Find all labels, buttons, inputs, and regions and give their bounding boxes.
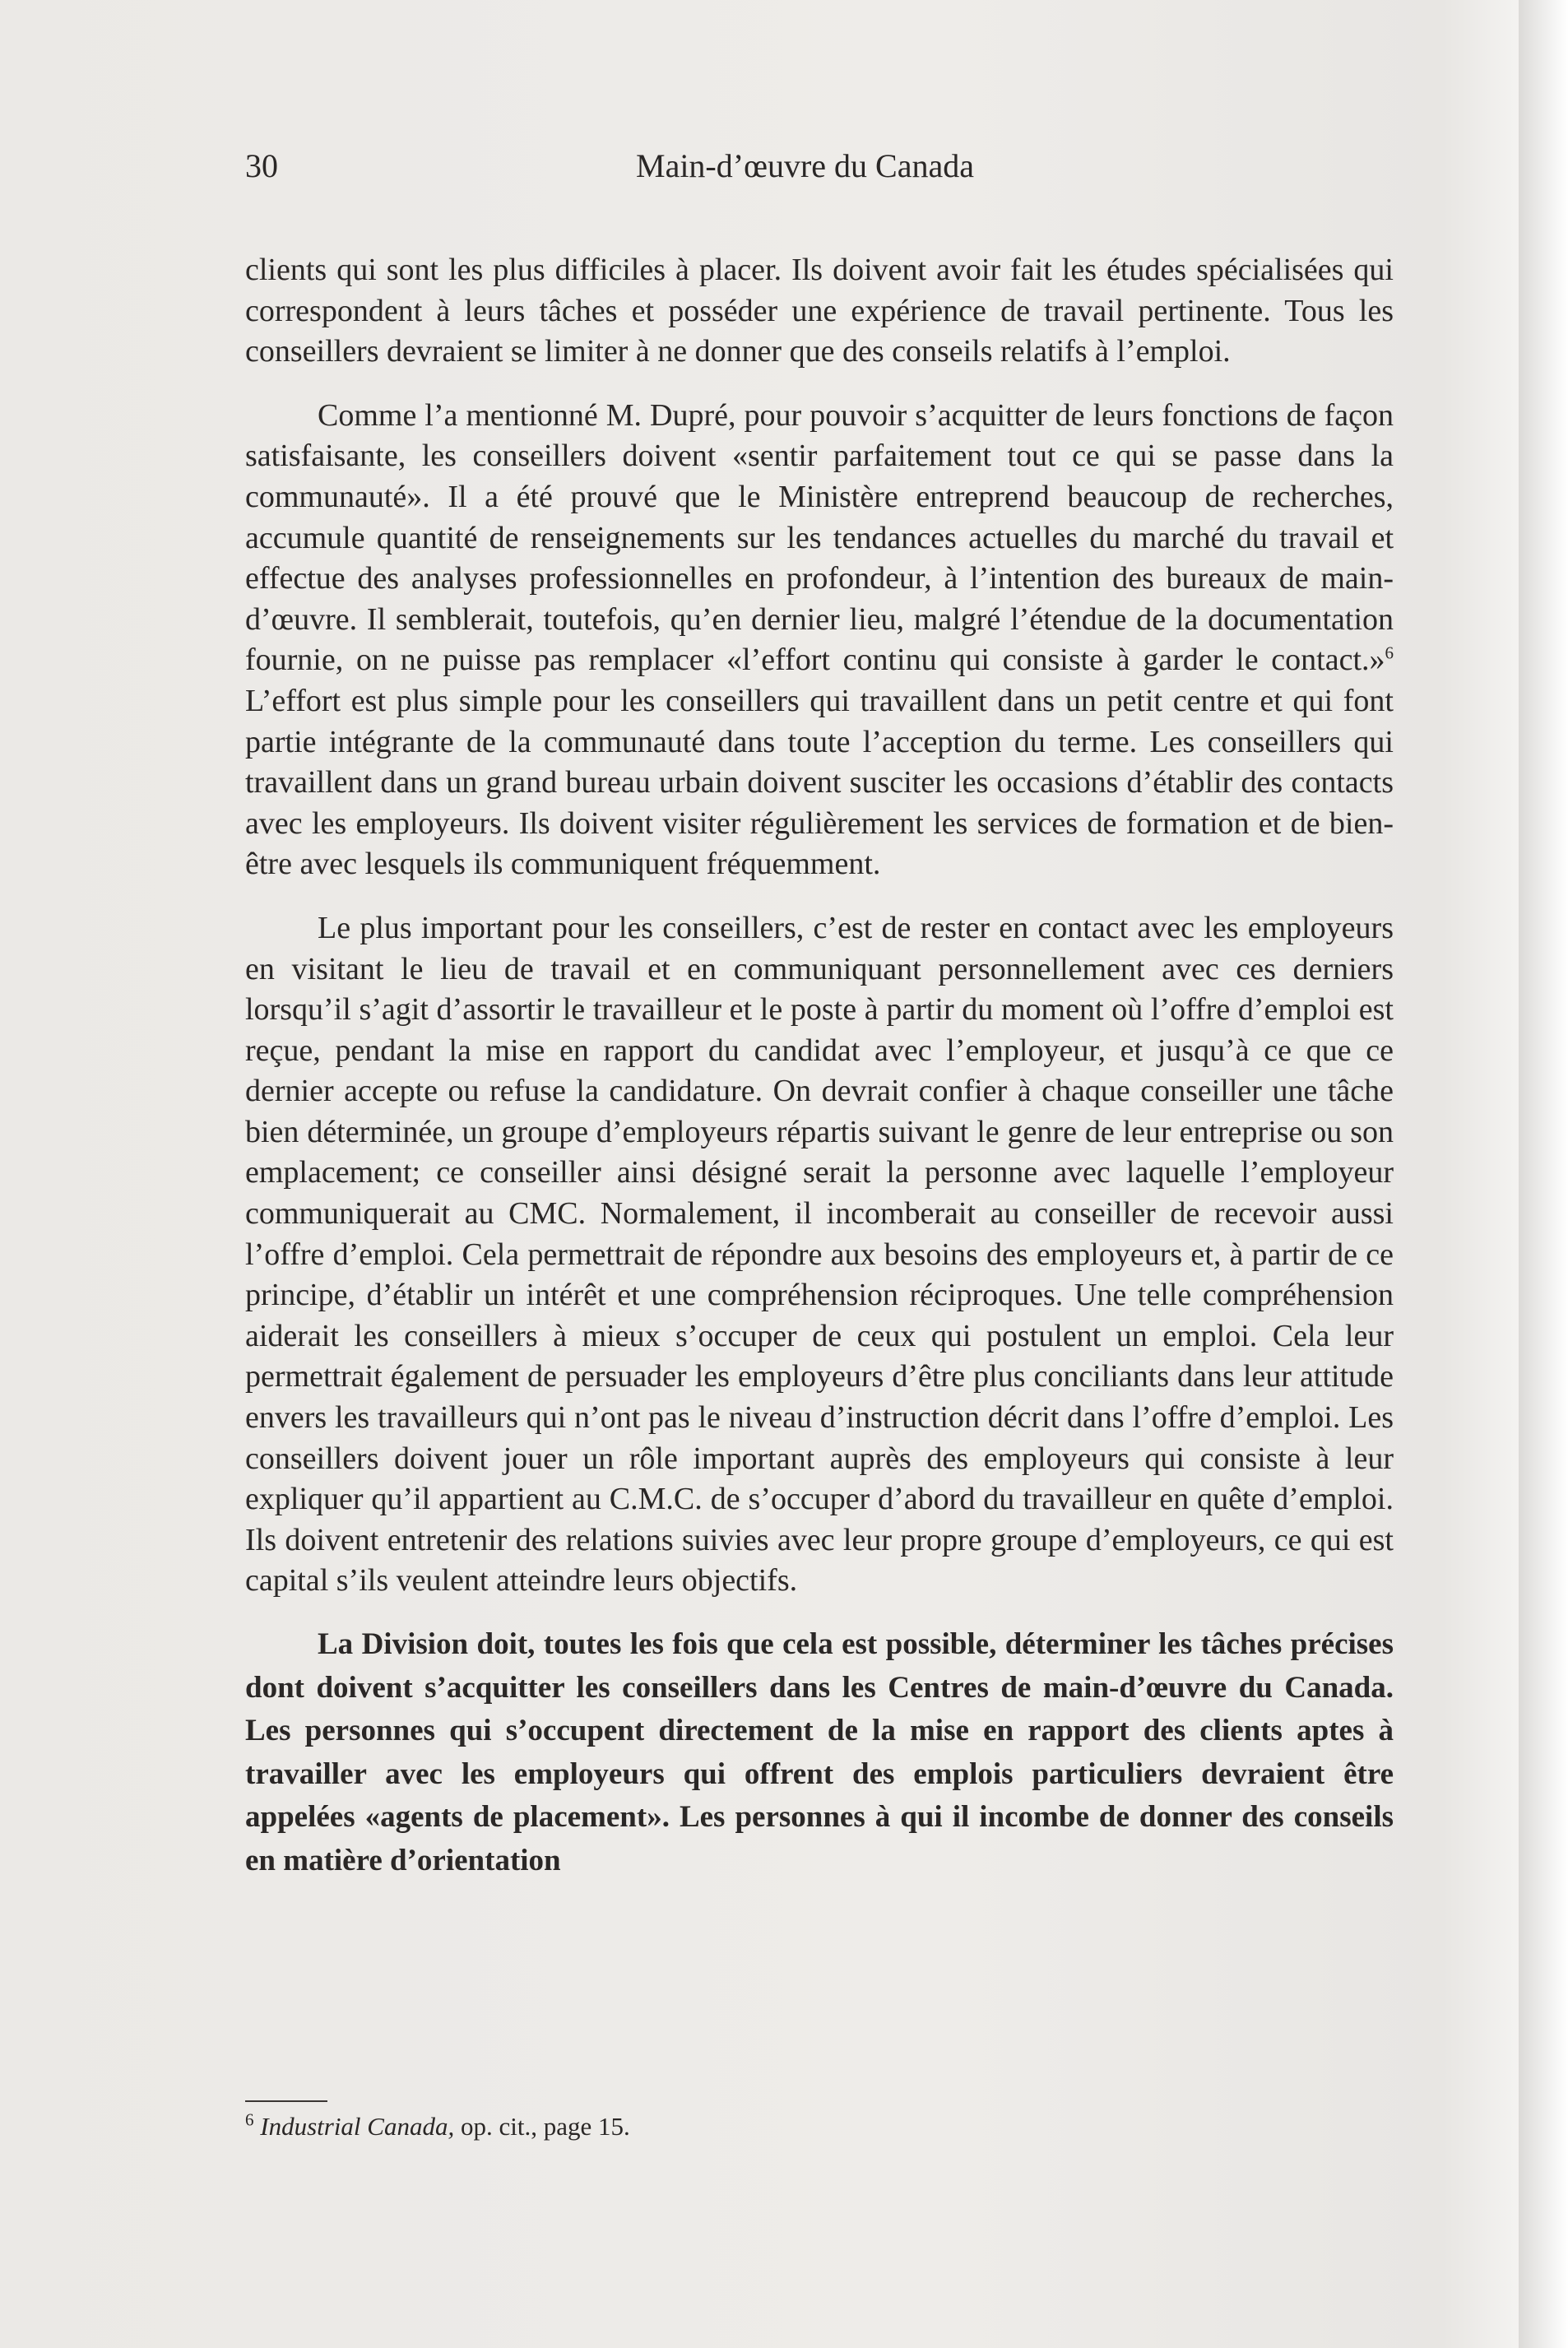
footnote-marker: 6 — [245, 2109, 254, 2130]
paragraph-text: Comme l’a mentionné M. Dupré, pour pouvoir s’acquitter de leurs fonctions de façon satisfaisante, les conseillers doivent «sentir parfaitement tout ce qui se passe dans la communauté». Il a été prouvé que le Ministère entreprend beaucoup de recherches, accumule quantité de renseignements sur les tendances actuelles du marché du travail et effectue des analyses professionnelles en profondeur, à l’intention des bureaux de main-d’œuvre. Il semblerait, toutefois, qu’en dernier lieu, malgré l’étendue de la documentation fournie, on ne puisse pas remplacer «l’effort continu qui consiste à garder le contact.» — [245, 397, 1394, 678]
footnote — [245, 2110, 630, 2143]
page-header — [245, 142, 1413, 191]
paragraph-continuation: clients qui sont les plus difficiles à placer. Ils doivent avoir fait les études spécialisées qui correspondent à leurs tâches et posséder une expérience de travail pertinente. Tous les conseillers devraient se limiter à ne donner que des conseils relatifs à l’emploi. — [245, 253, 1394, 369]
footnote-citation: op. cit., page 15. — [454, 2112, 630, 2141]
page-number: 30 — [245, 147, 278, 184]
paragraph-recommendation: La Division doit, toutes les fois que cela est possible, déterminer les tâches précises dont doivent s’acquitter les conseillers dans les Centres de main-d’œuvre du Canada. Les personnes qui s’occupent directement de la mise en rapport des clients aptes à travailler avec les employeurs qui offrent des emplois particuliers devraient être appelées «agents de placement». Les personnes à qui il incombe de donner des conseils en matière d’orientation — [245, 1627, 1394, 1877]
paragraph-employer-contact: Le plus important pour les conseillers, c’est de rester en contact avec les employeurs en visitant le lieu de travail et en communiquant personnellement avec ces derniers lorsqu’il s’agit d’assortir le travailleur et le poste à partir du moment où l’offre d’emploi est reçue, pendant la mise en rapport du candidat avec l’employeur, et jusqu’à ce que ce dernier accepte ou refuse la candidature. On devrait confier à chaque conseiller une tâche bien déterminée, un groupe d’employeurs répartis suivant le genre de leur entreprise ou son emplacement; ce conseiller ainsi désigné serait la personne avec laquelle l’employeur communiquerait au CMC. Normalement, il incomberait au conseiller de recevoir aussi l’offre d’emploi. Cela permettrait de répondre aux besoins des employeurs et, à partir de ce principe, d’établir un intérêt et une compréhension réciproques. Une telle compréhension aiderait les conseillers à mieux s’occuper de ceux qui postulent un emploi. Cela leur permettrait également de persuader les employeurs d’être plus conciliants dans leur attitude envers les travailleurs qui n’ont pas le niveau d’instruction décrit dans l’offre d’emploi. Les conseillers doivent jouer un rôle important auprès des employeurs qui consiste à leur expliquer qu’il appartient au C.M.C. de s’occuper d’abord du travailleur en quête d’emploi. Ils doivent entretenir des relations suivies avec leur propre groupe d’employeurs, ce qui est capital s’ils veulent atteindre leurs objectifs. — [245, 910, 1394, 1599]
footnote-source-title: Industrial Canada, — [260, 2112, 455, 2141]
footnote-reference: 6 — [1385, 643, 1394, 663]
body-text — [245, 250, 1394, 1882]
paragraph-dupre-quote — [245, 396, 1394, 885]
running-title: Main-d’œuvre du Canada — [636, 147, 974, 184]
page-edge — [1519, 0, 1568, 2348]
paragraph-text: L’effort est plus simple pour les conseillers qui travaillent dans un petit centre et qui font partie intégrante de la communauté dans toute l’acception du terme. Les conseillers qui travaillent dans un grand bureau urbain doivent susciter les occasions d’établir des contacts avec les employeurs. Ils doivent visiter régulièrement les services de formation et de bien-être avec lesquels ils communiquent fréquemment. — [245, 683, 1394, 882]
footnote-divider — [245, 2100, 327, 2102]
